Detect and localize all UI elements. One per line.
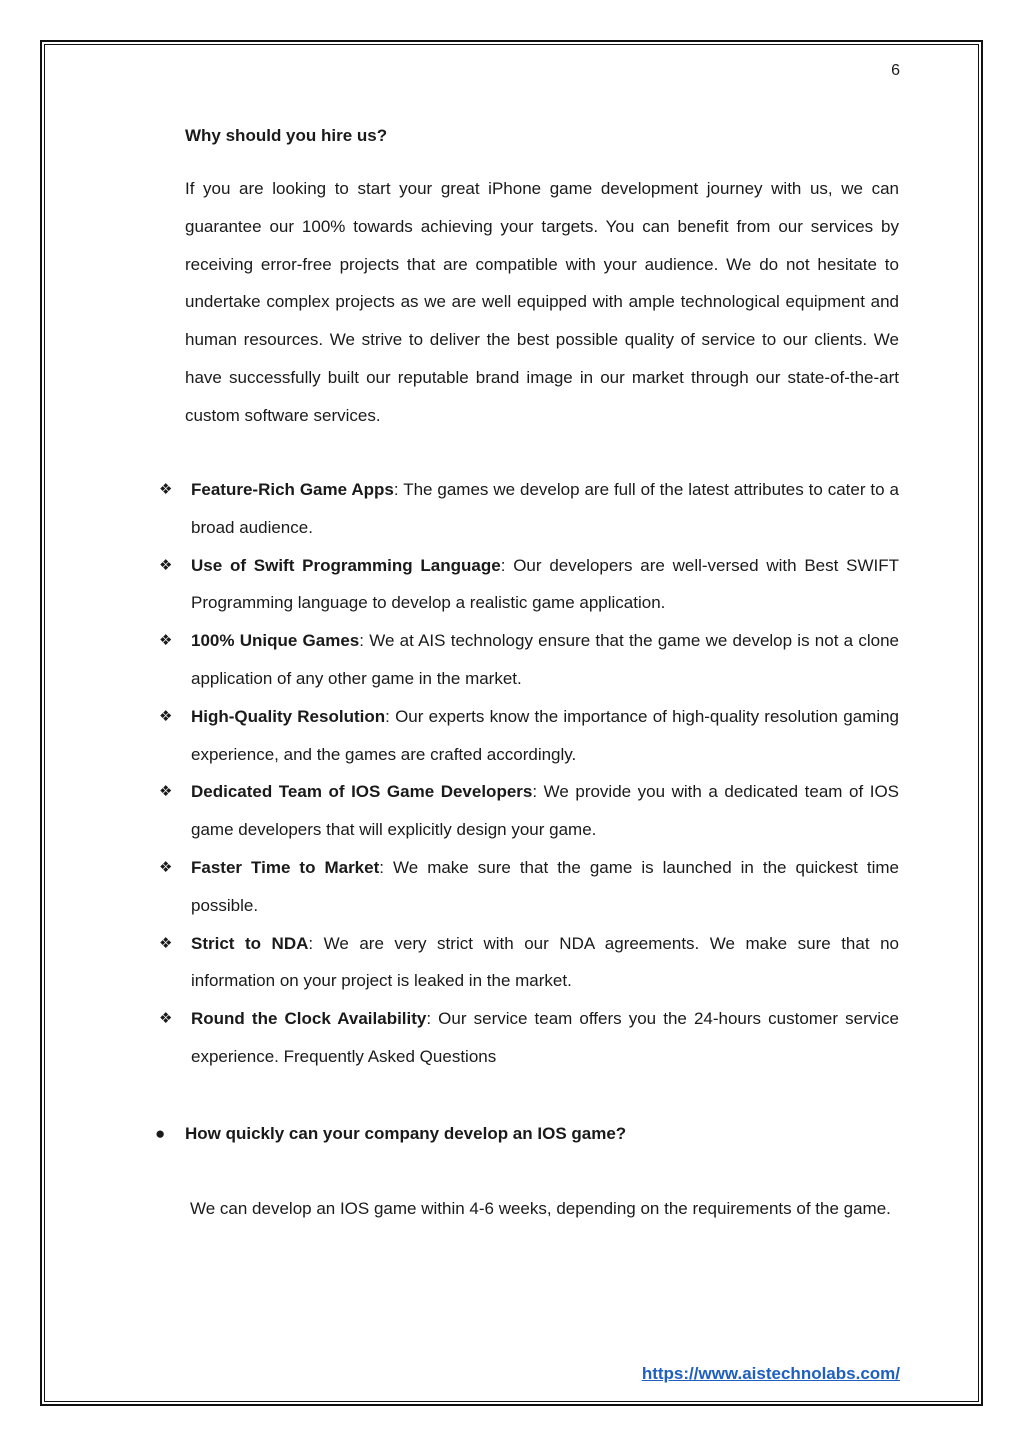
faq-answer-text: We can develop an IOS game within 4-6 weeks, depending on the requirements of the game. [190, 1199, 891, 1218]
faq-answer [185, 1190, 899, 1228]
feature-title: 100% Unique Games [191, 631, 360, 651]
diamond-bullet-icon: ❖ [159, 707, 173, 725]
feature-text: : Our developers are well-versed with Best SWIFT Programming language to develop a realistic game application. [191, 555, 899, 613]
feature-item [155, 773, 899, 849]
feature-item [155, 471, 899, 547]
diamond-bullet-icon: ❖ [159, 783, 173, 801]
feature-item [155, 698, 899, 774]
section-heading: Why should you hire us? [185, 126, 388, 145]
feature-title: Round the Clock Availability [191, 1009, 427, 1029]
feature-item [155, 1000, 899, 1076]
feature-item [155, 547, 899, 623]
diamond-bullet-icon: ❖ [159, 1010, 173, 1028]
feature-item [155, 925, 899, 1001]
feature-text: : The games we develop are full of the latest attributes to cater to a broad audience. [191, 480, 899, 537]
website-link[interactable]: https://www.aistechnolabs.com/ [641, 1364, 900, 1383]
diamond-bullet-icon: ❖ [159, 934, 173, 952]
feature-item [155, 849, 899, 925]
feature-title: Use of Swift Programming Language [191, 555, 501, 575]
feature-text: : Our experts know the importance of high-quality resolution gaming experience, and the games are crafted accordingly. [191, 706, 900, 764]
feature-text: : We provide you with a dedicated team of IOS game developers that will explicitly design your game. [191, 782, 900, 840]
faq-question-text: How quickly can your company develop an IOS game? [185, 1124, 627, 1143]
feature-text: : We are very strict with our NDA agreements. We make sure that no information on your project is leaked in the market. [191, 933, 899, 991]
intro-paragraph: If you are looking to start your great iPhone game development journey with us, we can guarantee our 100% towards achieving your targets. You can benefit from our services by receiving error-free projects that are compatible with your audience. We do not hesitate to undertake complex projects as we are well equipped with ample technological equipment and human resources. We strive to deliver the best possible quality of service to our clients. We have successfully built our reputable brand image in our market through our state-of-the-art custom software services. [185, 179, 899, 425]
feature-item [155, 622, 899, 698]
page-number: 6 [891, 62, 900, 79]
feature-text: : We make sure that the game is launched in the quickest time possible. [191, 857, 899, 915]
diamond-bullet-icon: ❖ [159, 481, 173, 498]
features-list [155, 471, 899, 1076]
diamond-bullet-icon: ❖ [159, 632, 173, 650]
feature-title: Strict to NDA [191, 933, 309, 953]
round-bullet-icon: ● [155, 1124, 166, 1143]
feature-title: Feature-Rich Game Apps [191, 480, 394, 499]
feature-text: : Our service team offers you the 24-hours customer service experience. Frequently Asked Questions [191, 1009, 899, 1066]
feature-text: : We at AIS technology ensure that the game we develop is not a clone application of any other game in the market. [191, 631, 899, 688]
feature-title: Dedicated Team of IOS Game Developers [191, 782, 533, 802]
diamond-bullet-icon: ❖ [159, 556, 173, 574]
faq-question [155, 1115, 899, 1153]
feature-title: High-Quality Resolution [191, 706, 386, 726]
diamond-bullet-icon: ❖ [159, 858, 173, 876]
feature-title: Faster Time to Market [191, 857, 380, 877]
